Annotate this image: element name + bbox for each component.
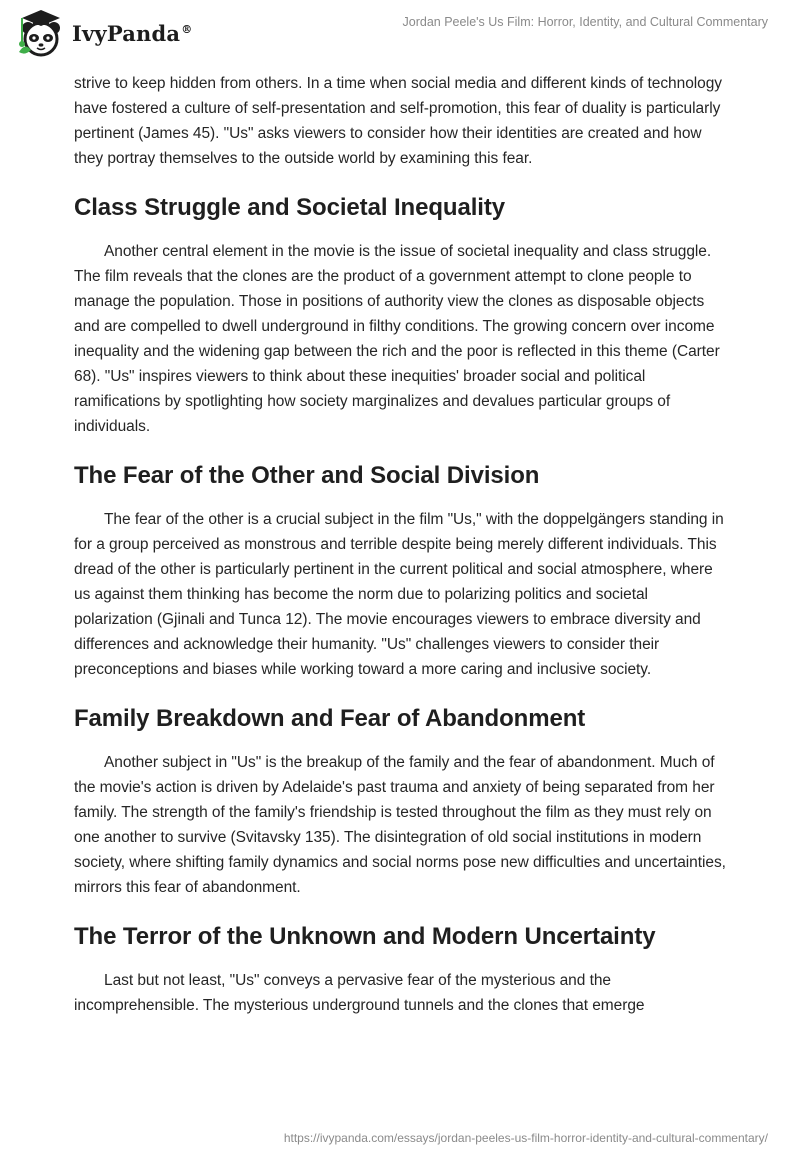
section-heading-terror-unknown: The Terror of the Unknown and Modern Uncertainty xyxy=(74,923,656,950)
ivypanda-logo[interactable] xyxy=(14,6,192,60)
section-paragraph-terror-unknown: Last but not least, "Us" conveys a pervasive fear of the mysterious and the incomprehensible. The mysterious underground tunnels and the clones that emerge xyxy=(74,972,645,1014)
document-title: Jordan Peele's Us Film: Horror, Identity, and Cultural Commentary xyxy=(402,15,768,29)
page-header xyxy=(0,0,800,70)
section-paragraph-fear-of-other: The fear of the other is a crucial subject in the film "Us," with the doppelgängers standing in for a group perceived as monstrous and terrible despite being merely different individuals. This dread of the other is particularly pertinent in the current political and social atmosphere, where us against them thinking has become the norm due to polarizing politics and societal polarization (Gjinali and Tunca 12). The movie encourages viewers to embrace diversity and differences and acknowledge their humanity. "Us" challenges viewers to consider their preconceptions and biases while working toward a more caring and inclusive society. xyxy=(74,511,724,678)
footer-url[interactable]: https://ivypanda.com/essays/jordan-peeles-us-film-horror-identity-and-cultural-commentary/ xyxy=(283,1131,768,1145)
section-paragraph-class-struggle: Another central element in the movie is the issue of societal inequality and class struggle. The film reveals that the clones are the product of a government attempt to clone people to manage the population. Those in positions of authority view the clones as disposable objects and are compelled to dwell underground in filthy conditions. The growing concern over income inequality and the widening gap between the rich and the poor is reflected in this theme (Carter 68). "Us" inspires viewers to think about these inequities' broader social and political ramifications by spotlighting how society marginalizes and devalues particular groups of individuals. xyxy=(74,243,720,435)
section-heading-fear-of-other: The Fear of the Other and Social Division xyxy=(74,462,540,489)
brand-name: IvyPanda® xyxy=(72,20,193,46)
section-heading-class-struggle: Class Struggle and Societal Inequality xyxy=(74,194,505,221)
panda-graduation-cap-icon xyxy=(14,6,68,60)
essay-content xyxy=(74,71,730,1018)
section-heading-family-breakdown: Family Breakdown and Fear of Abandonment xyxy=(74,705,586,732)
intro-paragraph: strive to keep hidden from others. In a time when social media and different kinds of technology have fostered a culture of self-presentation and self-promotion, this fear of duality is particularly pertinent (James 45). "Us" asks viewers to consider how their identities are created and how they portray themselves to the outside world by examining this fear. xyxy=(74,75,723,167)
section-paragraph-family-breakdown: Another subject in "Us" is the breakup of the family and the fear of abandonment. Much of the movie's action is driven by Adelaide's past trauma and anxiety of being separated from her family. The strength of the family's friendship is tested throughout the film as they must rely on one another to survive (Svitavsky 135). The disintegration of old social institutions in modern society, where shifting family dynamics and social norms pose new difficulties and uncertainties, mirrors this fear of abandonment. xyxy=(74,754,726,896)
